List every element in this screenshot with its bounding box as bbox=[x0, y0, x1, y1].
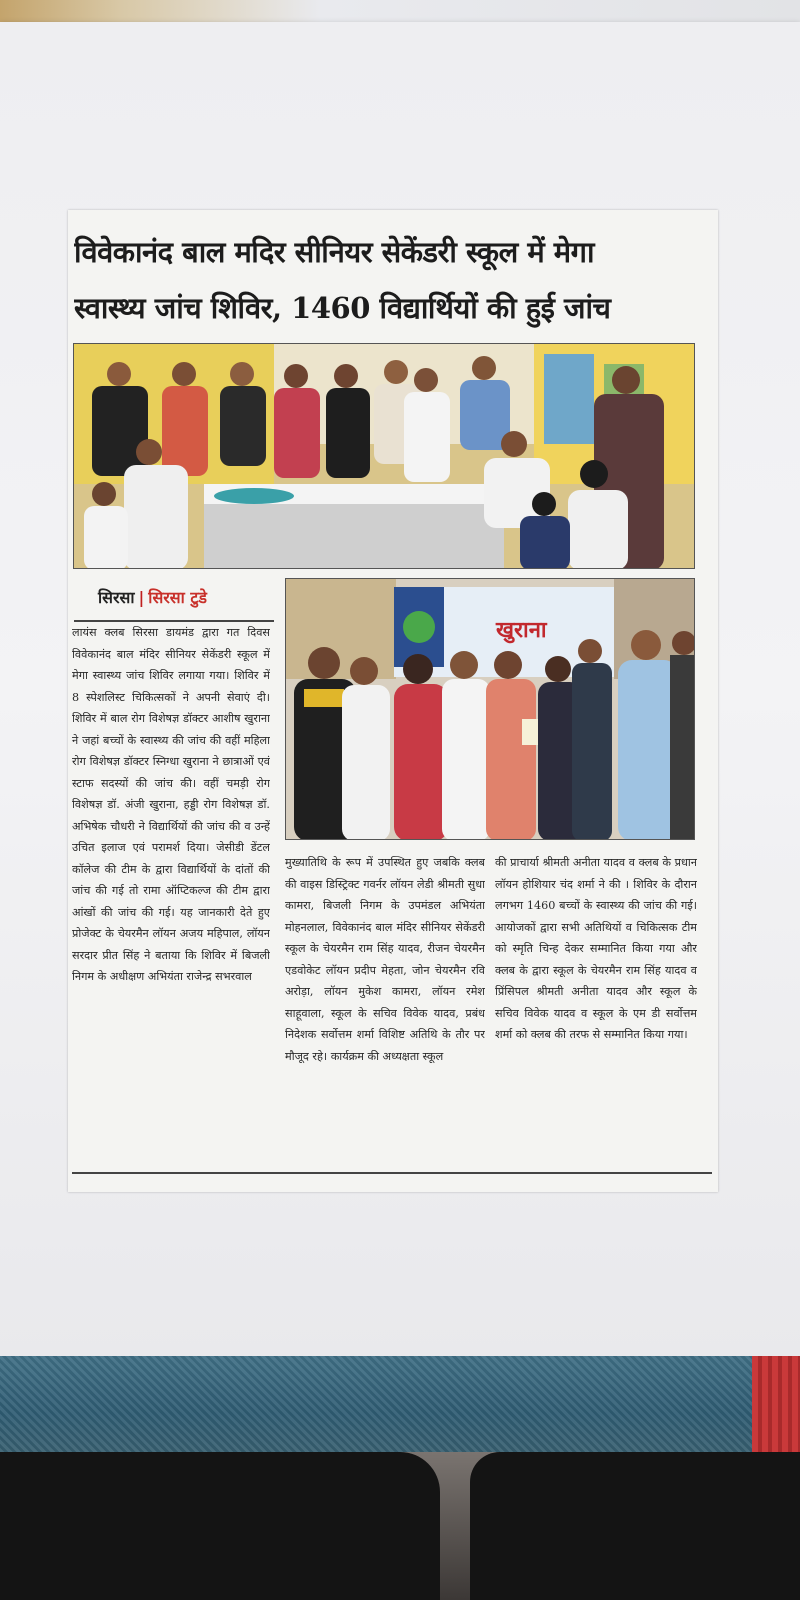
article-column-2: मुख्यातिथि के रूप में उपस्थित हुए जबकि क्लब की वाइस डिस्ट्रिक्ट गवर्नर लॉयन लेडी श्रीमती सुधा कामरा, बिजली निगम के उपमंडल अभियंता मोहनलाल, विवेकानंद बाल मंदिर सीनियर सेकेंडरी स्कूल के चेयरमैन राम सिंह यादव, रीजन चेयरमैन एडवोकेट लॉयन प्रदीप मेहता, जोन चेयरमैन रवि अरोड़ा, लॉयन मुकेश कामरा, लॉयन रमेश साहूवाला, स्कूल के सचिव विवेक यादव, प्रबंध निदेशक सर्वोत्तम शर्मा विशिष्ट अतिथि के तौर पर मौजूद रहे। कार्यक्रम की अध्यक्षता स्कूल bbox=[285, 856, 485, 1063]
dateline-source: सिरसा टुडे bbox=[148, 588, 207, 607]
photo-honoring-ceremony bbox=[285, 578, 695, 840]
banner-text: खुराना bbox=[496, 618, 547, 643]
bottom-rule bbox=[72, 1172, 712, 1174]
dateline-place: सिरसा bbox=[98, 588, 135, 607]
table-cloth bbox=[0, 1356, 800, 1452]
shadow-right bbox=[470, 1452, 800, 1600]
photo-health-camp bbox=[73, 343, 695, 569]
headline-line-1: विवेकानंद बाल मदिर सीनियर सेकेंडरी स्कूल में मेगा bbox=[74, 235, 594, 269]
article-column-1: लायंस क्लब सिरसा डायमंड द्वारा गत दिवस विवेकानंद बाल मंदिर सीनियर सेकेंडरी स्कूल में मेगा स्वास्थ्य जांच शिविर लगाया गया। शिविर में 8 स्पेशलिस्ट चिकित्सकों ने अपनी सेवाएं दी। शिविर में बाल रोग विशेषज्ञ डॉक्टर आशीष खुराना ने जहां बच्चों के स्वास्थ्य की जांच की वहीं महिला रोग विशेषज्ञ डॉक्टर स्निग्धा खुराना ने छात्राओं एवं स्टाफ सदस्यों की जांच की। वहीं चमड़ी रोग विशेषज्ञ डॉ. अंजी खुराना, हड्डी रोग विशेषज्ञ डॉ. अभिषेक चौधरी ने विद्यार्थियों की जांच की व उन्हें उचित इलाज एवं परामर्श दिया। जेसीडी डेंटल कॉलेज की टीम के द्वारा विद्यार्थियों के दांतों की जांच की गई तो रामा ऑप्टिकल्ज की टीम द्वारा आंखों की जांच की गई। यह जानकारी देते हुए प्रोजेक्ट के चेयरमैन लॉयन अजय महिपाल, लॉयन सरदार प्रीत सिंह ने बताया कि शिविर में बिजली निगम के अधीक्षण अभियंता राजेन्द्र सभरवाल bbox=[72, 626, 270, 983]
headline bbox=[74, 224, 714, 336]
newspaper-clipping bbox=[68, 210, 718, 1192]
dateline bbox=[98, 586, 268, 616]
headline-line-2: स्वास्थ्य जांच शिविर, 1460 विद्यार्थियों की हुई जांच bbox=[74, 291, 611, 325]
article-column-3: की प्राचार्या श्रीमती अनीता यादव व क्लब के प्रधान लॉयन होशियार चंद शर्मा ने की । शिविर के दौरान लगभग 1460 बच्चों के स्वास्थ्य की जांच की गई। आयोजकों द्वारा सभी अतिथियों व चिकित्सक टीम को स्मृति चिन्ह देकर सम्मानित किया गया और क्लब के द्वारा स्कूल के चेयरमैन राम सिंह यादव व प्रिंसिपल श्रीमती अनीता यादव और स्कूल के सचिव विवेक यादव व स्कूल के एम डी सर्वोत्तम शर्मा को क्लब की तरफ से सम्मानित किया गया। bbox=[495, 856, 697, 1041]
table-cloth-red-edge bbox=[752, 1356, 800, 1452]
paper-sheet bbox=[0, 22, 800, 1362]
shadow-left bbox=[0, 1452, 440, 1600]
dateline-separator: | bbox=[138, 588, 145, 607]
